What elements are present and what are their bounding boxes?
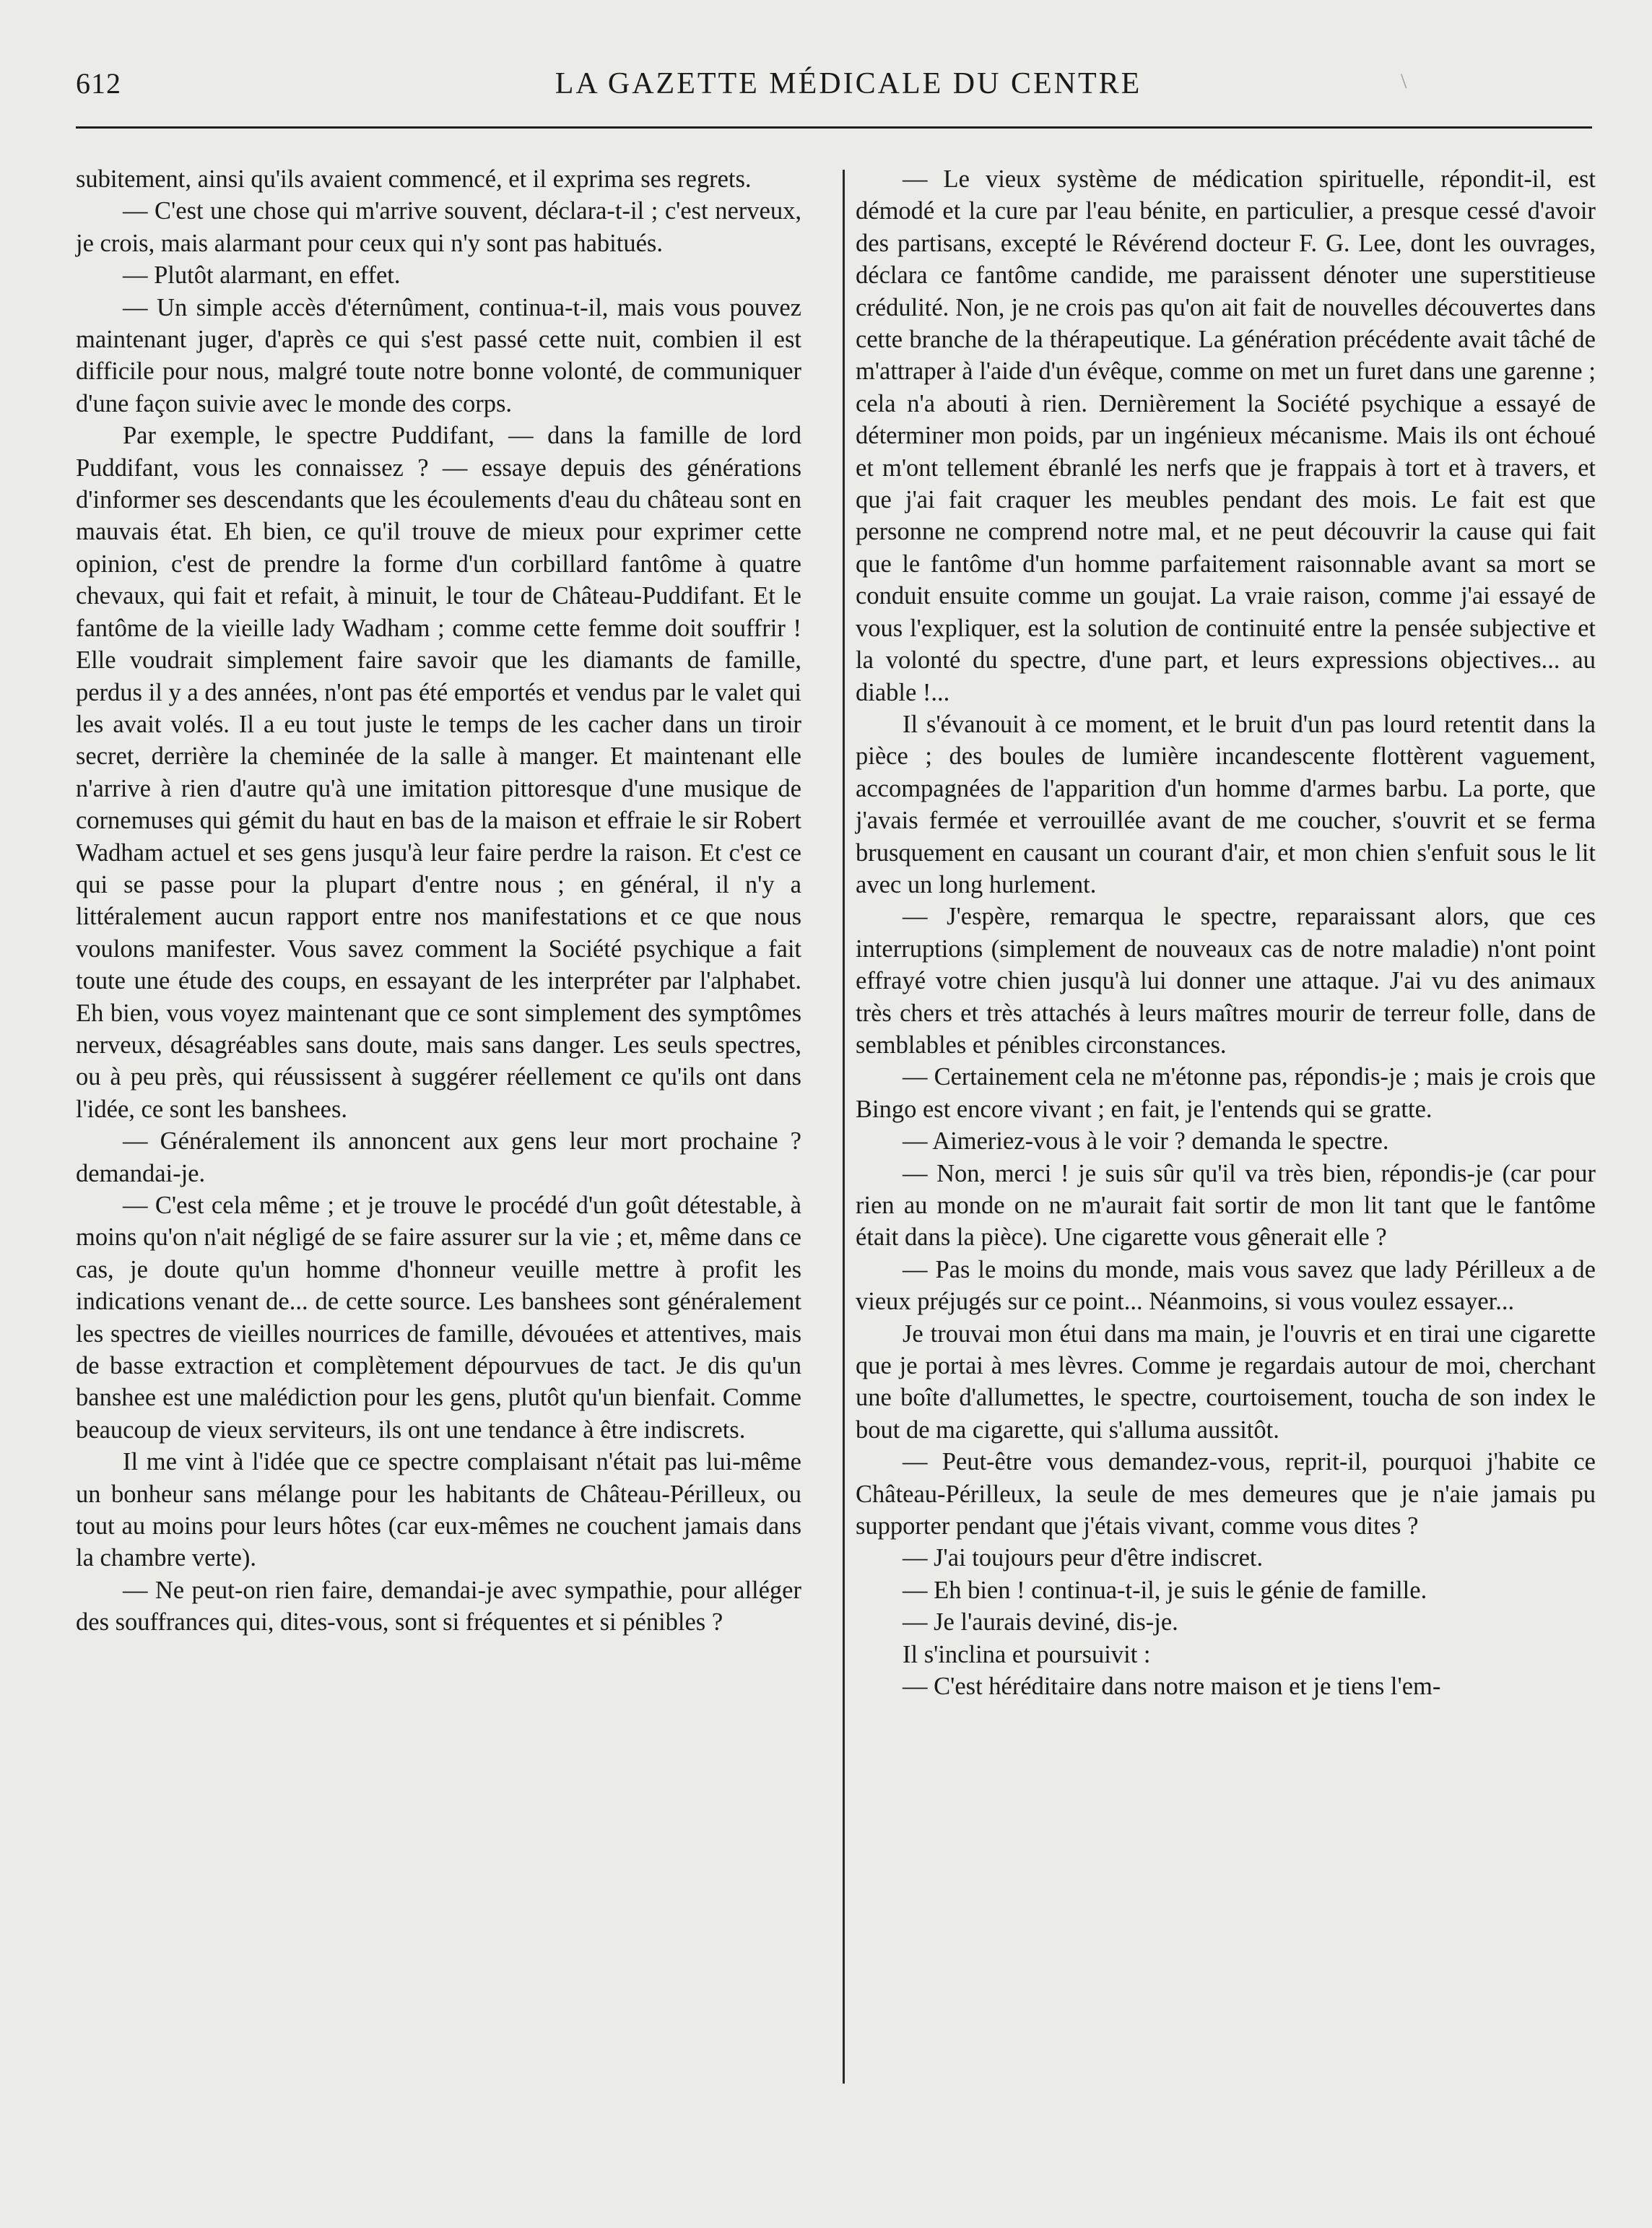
print-smudge-mark: \ (1401, 69, 1407, 93)
paragraph: — Ne peut-on rien faire, demandai-je avec sympathie, pour alléger des souffrances qui, dites-vous, sont si fréquentes et si pénibles ? (76, 1576, 801, 1637)
page-number: 612 (76, 67, 121, 100)
paragraph: — Eh bien ! continua-t-il, je suis le génie de famille. (903, 1576, 1427, 1604)
left-column (76, 163, 801, 1639)
paragraph: Il me vint à l'idée que ce spectre complaisant n'était pas lui-même un bonheur sans mélange pour les habitants de Château-Périlleux, ou tout au moins pour leurs hôtes (car eux-mêmes ne couchent jamais dans la chambre verte). (76, 1448, 801, 1572)
paragraph: — Généralement ils annoncent aux gens leur mort prochaine ? demandai-je. (76, 1127, 801, 1187)
paragraph: — J'ai toujours peur d'être indiscret. (903, 1544, 1264, 1572)
paragraph: Il s'inclina et poursuivit : (903, 1640, 1151, 1668)
paragraph: Je trouvai mon étui dans ma main, je l'ouvris et en tirai une cigarette que je portai à mes lèvres. Comme je regardais autour de moi, cherchant une boîte d'allumettes, le spectre, courtoisement, toucha de son index le bout de ma cigarette, qui s'alluma aussitôt. (856, 1319, 1596, 1444)
paragraph: — Un simple accès d'éternûment, continua-t-il, mais vous pouvez maintenant juger, d'après ce qui s'est passé cette nuit, combien il est difficile pour nous, malgré toute notre bonne volonté, de communiquer d'une façon suivie avec le monde des corps. (76, 293, 801, 417)
paragraph: — Plutôt alarmant, en effet. (123, 261, 401, 290)
paragraph: Il s'évanouit à ce moment, et le bruit d'un pas lourd retentit dans la pièce ; des boules de lumière incandescente flottèrent vaguement, accompagnées de l'apparition d'un homme d'armes barbu. La porte, que j'avais fermée et verrouillée avant de me coucher, s'ouvrit et se ferma brusquement en causant un courant d'air, et mon chien s'enfuit sous le lit avec un long hurlement. (856, 710, 1596, 898)
paragraph: — C'est cela même ; et je trouve le procédé d'un goût détestable, à moins qu'on n'ait négligé de se faire assurer sur la vie ; et, même dans ce cas, je doute qu'un homme d'honneur veuille mettre à profit les indications venant de... de cette source. Les banshees sont généralement les spectres de vieilles nourrices de famille, dévouées et attentives, mais de basse extraction et complètement dépourvues de tact. Je dis qu'un banshee est une malédiction pour les gens, plutôt qu'un bienfait. Comme beaucoup de vieux serviteurs, ils ont une tendance à être indiscrets. (76, 1192, 801, 1444)
paragraph: — Peut-être vous demandez-vous, reprit-il, pourquoi j'habite ce Château-Périlleux, la seule de mes demeures que je n'aie jamais pu supporter pendant que j'étais vivant, comme vous dites ? (856, 1448, 1596, 1540)
paragraph: — J'espère, remarqua le spectre, reparaissant alors, que ces interruptions (simplement de nouveaux cas de notre maladie) n'ont point effrayé votre chien jusqu'à lui donner une attaque. J'ai vu des animaux très chers et très attachés à leurs maîtres mourir de terreur folle, dans de semblables et pénibles circonstances. (856, 903, 1596, 1059)
paragraph: — Non, merci ! je suis sûr qu'il va très bien, répondis-je (car pour rien au monde on ne m'aurait fait sortir de mon lit tant que le fantôme était dans la pièce). Une cigarette vous gênerait elle ? (856, 1159, 1596, 1252)
paragraph: — Je l'aurais deviné, dis-je. (903, 1608, 1178, 1637)
paragraph: subitement, ainsi qu'ils avaient commencé, et il exprima ses regrets. (76, 165, 752, 193)
right-column (856, 163, 1596, 1703)
paragraph: — Pas le moins du monde, mais vous savez que lady Périlleux a de vieux préjugés sur ce point... Néanmoins, si vous voulez essayer... (856, 1255, 1596, 1316)
column-rule (843, 170, 845, 2084)
paragraph: — Aimeriez-vous à le voir ? demanda le spectre. (903, 1127, 1389, 1156)
header-rule (76, 126, 1592, 129)
paragraph: — Le vieux système de médication spirituelle, répondit-il, est démodé et la cure par l'eau bénite, en particulier, a presque cessé d'avoir des partisans, excepté le Révérend docteur F. G. Lee, dont les ouvrages, déclara ce fantôme candide, me paraissent dénoter une superstitieuse crédulité. Non, je ne crois pas qu'on ait fait de nouvelles découvertes dans cette branche de la thérapeutique. La génération précédente avait tâché de m'attraper à l'aide d'un évêque, comme on met un furet dans une garenne ; cela n'a abouti à rien. Dernièrement la Société psychique a essayé de déterminer mon poids, par un ingénieux mécanisme. Mais ils ont échoué et m'ont tellement ébranlé les nerfs que je frappais à tort et à travers, et que j'ai fait craquer les meubles pendant des mois. Le fait est que personne ne comprend notre mal, et ne peut découvrir la cause qui fait que le fantôme d'un homme parfaitement raisonnable avant sa mort se conduit ensuite comme un goujat. La vraie raison, comme j'ai essayé de vous l'expliquer, est la solution de continuité entre la pensée subjective et la volonté du spectre, d'une part, et leurs expressions objectives... au diable !... (856, 165, 1596, 706)
paragraph: — C'est une chose qui m'arrive souvent, déclara-t-il ; c'est nerveux, je crois, mais alarmant pour ceux qui n'y sont pas habitués. (76, 197, 801, 257)
page-header (76, 66, 1592, 110)
running-title: LA GAZETTE MÉDICALE DU CENTRE (555, 67, 1142, 100)
paragraph: — C'est héréditaire dans notre maison et je tiens l'em- (903, 1673, 1441, 1701)
paragraph: — Certainement cela ne m'étonne pas, répondis-je ; mais je crois que Bingo est encore vivant ; en fait, je l'entends qui se gratte. (856, 1063, 1596, 1123)
paragraph: Par exemple, le spectre Puddifant, — dans la famille de lord Puddifant, vous les connaissez ? — essaye depuis des générations d'informer ses descendants que les écoulements d'eau du château sont en mauvais état. Eh bien, ce qu'il trouve de mieux pour exprimer cette opinion, c'est de prendre la forme d'un corbillard fantôme à quatre chevaux, qui fait et refait, à minuit, le tour de Château-Puddifant. Et le fantôme de la vieille lady Wadham ; comme cette femme doit souffrir ! Elle voudrait simplement faire savoir que les diamants de famille, perdus il y a des années, n'ont pas été emportés et vendus par le valet qui les avait volés. Il a eu tout juste le temps de les cacher dans un tiroir secret, derrière la cheminée de la salle à manger. Et maintenant elle n'arrive à rien d'autre qu'à une imitation pittoresque d'une musique de cornemuses qui gémit du haut en bas de la maison et effraie le sir Robert Wadham actuel et ses gens jusqu'à leur faire perdre la raison. Et c'est ce qui se passe pour la plupart d'entre nous ; en général, il n'y a littéralement aucun rapport entre nos manifestations et ce que nous voulons manifester. Vous savez comment la Société psychique a fait toute une étude des coups, en essayant de les interpréter par l'alphabet. Eh bien, vous voyez maintenant que ce sont simplement des symptômes nerveux, désagréables sans doute, mais sans danger. Les seuls spectres, ou à peu près, qui réussissent à suggérer réellement ce qu'ils ont dans l'idée, ce sont les banshees. (76, 422, 801, 1123)
